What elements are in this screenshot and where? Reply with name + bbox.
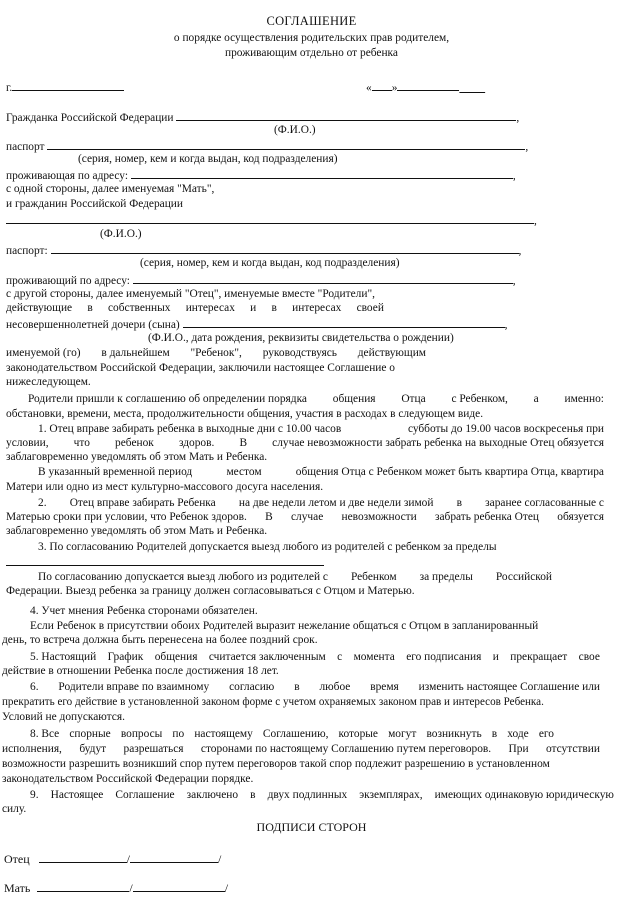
word: вопросы xyxy=(120,728,163,740)
word: именуемой (го) xyxy=(6,347,81,359)
child-named-line xyxy=(6,346,426,360)
word: и xyxy=(492,651,499,663)
word: Ребенком xyxy=(350,571,397,583)
word: заранее согласованные с xyxy=(485,497,604,509)
paragraph-5-line-2: Федерации. Выезд ребенка за границу должен согласовываться с Отцом и Матерью. xyxy=(6,585,415,597)
signatures-heading: ПОДПИСИ СТОРОН xyxy=(256,820,367,834)
mother-name-decode-blank xyxy=(133,880,225,892)
mother-signature-label: Мать xyxy=(4,881,31,895)
slash: / xyxy=(224,881,229,895)
mother-address-label: проживающая по адресу: xyxy=(6,170,129,182)
father-signature-label: Отец xyxy=(4,852,30,866)
word: руководствуясь xyxy=(262,347,337,359)
word: в xyxy=(250,789,256,801)
word: его xyxy=(538,728,554,740)
word: и xyxy=(250,302,257,314)
mother-name-blank xyxy=(176,109,516,121)
paragraph-11-line-1 xyxy=(30,788,614,802)
paragraph-10-line-1 xyxy=(30,727,554,741)
mother-address-blank xyxy=(131,167,513,179)
father-signature-blank xyxy=(39,851,127,863)
word: время xyxy=(370,681,399,693)
word: По согласованию допускается выезд любого из родителей с xyxy=(38,571,328,583)
document-title: СОГЛАШЕНИЕ xyxy=(266,14,357,28)
paragraph-3-line-2 xyxy=(6,510,604,524)
paragraph-3-line-1 xyxy=(38,496,604,510)
father-address-label: проживающий по адресу: xyxy=(6,275,130,287)
word: случае xyxy=(290,511,324,523)
comma: , xyxy=(504,319,508,331)
word: 6. xyxy=(30,681,39,693)
word: исполнения, xyxy=(2,743,62,755)
mother-address-line xyxy=(6,167,516,183)
paragraph-9-line-3: Условий не допускаются. xyxy=(2,711,125,723)
father-passport-label: паспорт: xyxy=(6,245,48,257)
comma: , xyxy=(516,112,520,124)
word: случае невозможности забрать ребенка на выходные Отец обязуется xyxy=(272,437,604,449)
word: общения xyxy=(332,393,376,405)
word: интересах xyxy=(185,302,235,314)
word: изменить настоящее Соглашение или xyxy=(418,681,600,693)
comma: , xyxy=(534,215,537,227)
word: с xyxy=(337,651,343,663)
word: местом xyxy=(226,466,262,478)
paragraph-10-line-3: возможности разрешить возникший спор путем переговоров такой спор подлежит разрешению в установленном xyxy=(2,758,550,770)
word: Родители вправе по взаимному xyxy=(58,681,210,693)
document-subtitle-line-1: о порядке осуществления родительских прав родителем, xyxy=(173,32,450,44)
paragraph-11-line-2: силу. xyxy=(2,803,27,815)
word: экземплярах, xyxy=(359,789,423,801)
word: При xyxy=(508,743,529,755)
word: что xyxy=(73,437,90,449)
word: забрать ребенка Отец xyxy=(434,511,539,523)
paragraph-9-line-2: прекратить его действие в установленной законом форме с учетом охраняемых законом прав и интересов Ребенка. xyxy=(2,696,544,708)
mother-side-line: с одной стороны, далее именуемая "Мать", xyxy=(6,183,215,195)
word: разрешаться xyxy=(123,743,184,755)
word: Отец вправе забирать Ребенка xyxy=(69,497,216,509)
date-quote-open: « xyxy=(366,82,372,94)
father-address-blank xyxy=(133,272,513,284)
paragraph-9-line-1 xyxy=(30,680,600,694)
word: условии, xyxy=(6,437,49,449)
word: именно: xyxy=(564,393,604,405)
word: В xyxy=(239,437,248,449)
word: 1. Отец вправе забирать ребенка в выходные дни с 10.00 часов xyxy=(38,423,342,435)
word: невозможности xyxy=(341,511,417,523)
word: двух подлинных xyxy=(267,789,348,801)
mother-passport-label: паспорт xyxy=(6,141,45,153)
paragraph-0-line-2: обстановки, времени, места, продолжительности общения, участия в расходах в следующем виде. xyxy=(6,408,484,420)
word: прекращает xyxy=(510,651,568,663)
word: в xyxy=(456,497,463,509)
word: любое xyxy=(319,681,351,693)
word: Если Ребенок в присутствии обоих Родителей выразит нежелание общаться с Отцом в запланированный xyxy=(30,620,539,632)
slash: / xyxy=(129,881,133,895)
paragraph-1-line-3: заблаговременно уведомлять об этом Мать и Ребенка. xyxy=(6,451,268,463)
word: ходе xyxy=(507,728,529,740)
paragraph-7-line-1 xyxy=(30,619,596,633)
word: с Ребенком, xyxy=(451,393,508,405)
travel-limits-blank xyxy=(6,565,324,566)
mother-citizen-label: Гражданка Российской Федерации xyxy=(6,112,174,124)
word: Настоящее xyxy=(50,789,104,801)
word: субботы до 19.00 часов воскресенья при xyxy=(407,423,604,435)
paragraph-1-line-2 xyxy=(6,436,604,450)
word: момента xyxy=(353,651,395,663)
father-side-line: с другой стороны, далее именуемый "Отец", именуемые вместе "Родители", xyxy=(6,288,375,300)
father-passport-hint: (серия, номер, кем и когда выдан, код подразделения) xyxy=(140,257,400,269)
word: в xyxy=(294,681,300,693)
law-line: законодательством Российской Федерации, заключили настоящее Соглашение о xyxy=(6,362,396,374)
day-blank xyxy=(372,79,392,91)
month-blank xyxy=(397,79,459,91)
word: Российской xyxy=(495,571,552,583)
paragraph-10-line-4: законодательством Российской Федерации порядке. xyxy=(2,773,254,785)
comma: , xyxy=(512,170,516,182)
word: в дальнейшем xyxy=(101,347,170,359)
mother-passport-hint: (серия, номер, кем и когда выдан, код подразделения) xyxy=(78,153,338,165)
word: своей xyxy=(356,302,384,314)
word: будут xyxy=(79,743,107,755)
word: "Ребенок", xyxy=(190,347,242,359)
year-blank: ____ xyxy=(459,82,486,94)
comma: , xyxy=(518,245,522,257)
word: Отца xyxy=(401,393,426,405)
word: а xyxy=(533,393,539,405)
comma: , xyxy=(512,275,516,287)
paragraph-7-line-2: день, то встреча должна быть перенесена на более поздний срок. xyxy=(2,634,318,646)
word: ребенок xyxy=(115,437,154,449)
mother-signature-blank xyxy=(37,880,129,892)
paragraph-2-line-2: Матери или одно из мест культурно-массового досуга населения. xyxy=(6,481,324,493)
mother-citizen-line xyxy=(6,109,519,125)
paragraph-4-line-1: 3. По согласованию Родителей допускается выезд любого из родителей с ребенком за пределы xyxy=(38,541,497,553)
word: 8. Все xyxy=(30,728,60,740)
interest-line xyxy=(6,301,384,315)
word: 9. xyxy=(30,789,39,801)
paragraph-8-line-1 xyxy=(30,650,600,664)
city-field xyxy=(6,79,124,95)
word: собственных xyxy=(107,302,171,314)
mother-fio-hint: (Ф.И.О.) xyxy=(274,124,316,136)
paragraph-5-line-1 xyxy=(38,570,552,584)
slash: / xyxy=(126,852,131,866)
slash: / xyxy=(218,852,222,866)
word: в xyxy=(271,302,277,314)
document-subtitle-line-2: проживающим отдельно от ребенка xyxy=(225,47,398,59)
paragraph-2-line-1 xyxy=(38,465,604,479)
date-quote-close: » xyxy=(391,82,398,94)
word: Родители пришли к соглашению об определении порядка xyxy=(28,393,307,405)
father-passport-blank xyxy=(51,242,519,254)
paragraph-0-line-1 xyxy=(28,392,604,406)
city-blank xyxy=(12,79,124,91)
mother-signature-line xyxy=(4,880,228,895)
father-name-decode-blank xyxy=(130,851,218,863)
father-address-line xyxy=(6,272,516,288)
word: действующие xyxy=(6,302,73,314)
date-field xyxy=(366,79,485,95)
below-line: нижеследующем. xyxy=(6,376,91,388)
mother-passport-blank xyxy=(47,138,525,150)
word: могут xyxy=(388,728,417,740)
word: сторонами по настоящему Соглашению путем переговоров. xyxy=(200,743,492,755)
word: В указанный временной период xyxy=(38,466,193,478)
word: 5. Настоящий xyxy=(30,651,97,663)
word: в xyxy=(87,302,93,314)
word: за пределы xyxy=(419,571,473,583)
paragraph-3-line-3: заблаговременно уведомлять об этом Мать и Ребенка. xyxy=(6,525,268,537)
paragraph-6: 4. Учет мнения Ребенка сторонами обязателен. xyxy=(30,605,258,617)
paragraph-1-line-1 xyxy=(38,422,604,436)
paragraph-8-line-2: действие в отношении Ребенка после достижения 18 лет. xyxy=(2,665,279,677)
word: свое xyxy=(578,651,600,663)
word: здоров. xyxy=(178,437,215,449)
word: настоящему xyxy=(194,728,253,740)
father-name-line xyxy=(6,212,537,228)
word: заключено xyxy=(186,789,239,801)
word: согласию xyxy=(229,681,275,693)
word: общения Отца с Ребенком может быть квартира Отца, квартира xyxy=(295,466,604,478)
father-citizen-line: и гражданин Российской Федерации xyxy=(6,198,183,210)
paragraph-10-line-2 xyxy=(2,742,600,756)
minor-child-line xyxy=(6,316,507,332)
child-hint: (Ф.И.О., дата рождения, реквизиты свидетельства о рождении) xyxy=(148,332,454,344)
minor-child-label: несовершеннолетней дочери (сына) xyxy=(6,319,180,331)
word: В xyxy=(265,511,273,523)
father-fio-hint: (Ф.И.О.) xyxy=(100,228,142,240)
word: имеющих одинаковую юридическую xyxy=(434,789,614,801)
word: спорные xyxy=(69,728,111,740)
word: в xyxy=(491,728,498,740)
father-signature-line xyxy=(4,851,221,866)
word: по xyxy=(172,728,185,740)
word: Матерью сроки при условии, что Ребенок здоров. xyxy=(6,511,247,523)
word: считается заключенным xyxy=(208,651,326,663)
child-blank xyxy=(183,316,505,328)
word: отсутствии xyxy=(545,743,600,755)
word: его подписания xyxy=(406,651,482,663)
word: на две недели летом и две недели зимой xyxy=(238,497,434,509)
word: График xyxy=(107,651,144,663)
word: действующим xyxy=(357,347,426,359)
word: которые xyxy=(338,728,378,740)
word: возникнуть xyxy=(426,728,482,740)
city-prefix: г. xyxy=(6,82,13,94)
word: Соглашению, xyxy=(262,728,329,740)
word: Соглашение xyxy=(115,789,175,801)
word: общения xyxy=(154,651,198,663)
comma: , xyxy=(525,141,529,153)
word: обязуется xyxy=(557,511,604,523)
word: интересах xyxy=(292,302,342,314)
word: 2. xyxy=(38,497,47,509)
father-name-blank xyxy=(6,212,534,224)
